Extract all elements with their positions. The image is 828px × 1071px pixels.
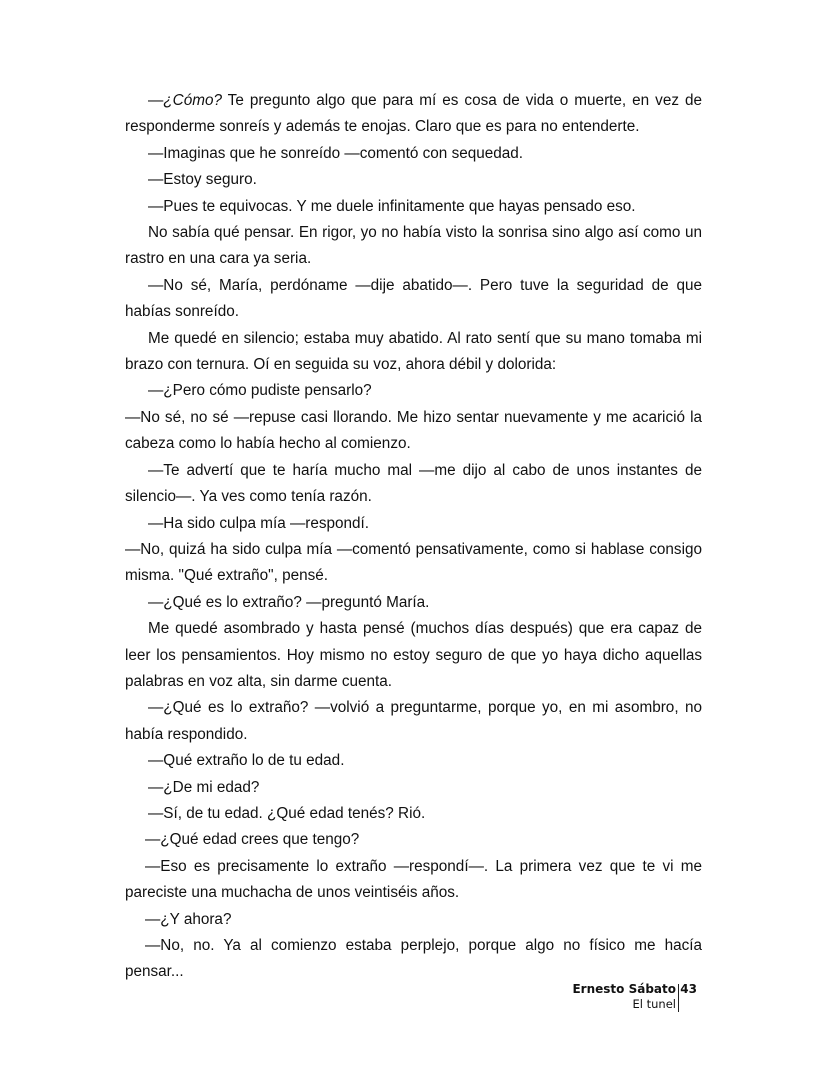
paragraph [125,88,702,141]
paragraph: —¿Pero cómo pudiste pensarlo? [148,382,372,400]
footer-book-title: El tunel [632,997,676,1011]
paragraph: —Te advertí que te haría mucho mal —me dijo al cabo de unos instantes de silencio—. Ya ves como tenía razón. [125,461,702,506]
footer-author: Ernesto Sábato [572,982,676,996]
dash: — [148,92,164,109]
paragraph: —Eso es precisamente lo extraño —respondí—. La primera vez que te vi me pareciste una muchacha de unos veintiséis años. [125,857,702,902]
paragraph: —Ha sido culpa mía —respondí. [148,514,370,532]
emphasis: ¿Cómo? [163,92,222,109]
paragraph: Me quedé asombrado y hasta pensé (muchos días después) que era capaz de leer los pensamientos. Hoy mismo no estoy seguro de que yo haya dicho aquellas palabras en voz alta, sin darme cuenta. [125,620,702,690]
paragraph: —Pues te equivocas. Y me duele infinitamente que hayas pensado eso. [148,197,636,215]
footer-divider [678,984,679,1012]
paragraph: Me quedé en silencio; estaba muy abatido. Al rato sentí que su mano tomaba mi brazo con ternura. Oí en seguida su voz, ahora débil y dolorida: [125,329,702,374]
paragraph: —¿De mi edad? [148,778,260,796]
paragraph: —Sí, de tu edad. ¿Qué edad tenés? Rió. [148,804,426,822]
paragraph: —¿Y ahora? [145,910,232,928]
paragraph-text: Te pregunto algo que para mí es cosa de vida o muerte, en vez de responderme sonreís y además te enojas. Claro que es para no entenderte. [125,92,702,136]
paragraph: —No sé, no sé —repuse casi llorando. Me hizo sentar nuevamente y me acarició la cabeza como lo había hecho al comienzo. [125,408,702,453]
page-number: 43 [680,982,697,996]
page-footer [560,982,700,1012]
paragraph: No sabía qué pensar. En rigor, yo no había visto la sonrisa sino algo así como un rastro en una cara ya seria. [125,224,702,268]
paragraph: —Estoy seguro. [148,171,257,189]
paragraph: —¿Qué edad crees que tengo? [145,831,360,849]
paragraph: —¿Qué es lo extraño? —volvió a preguntarme, porque yo, en mi asombro, no había respondido. [125,699,702,743]
paragraph: —Qué extraño lo de tu edad. [148,752,345,770]
paragraph: —¿Qué es lo extraño? —preguntó María. [148,593,430,611]
paragraph: —Imaginas que he sonreído —comentó con sequedad. [148,144,524,162]
body-text [125,88,702,986]
paragraph: —No, no. Ya al comienzo estaba perplejo, porque algo no físico me hacía pensar... [125,937,702,981]
paragraph: —No sé, María, perdóname —dije abatido—. Pero tuve la seguridad de que habías sonreído. [125,276,702,321]
paragraph: —No, quizá ha sido culpa mía —comentó pensativamente, como si hablase consigo misma. "Qué extraño", pensé. [125,540,702,585]
